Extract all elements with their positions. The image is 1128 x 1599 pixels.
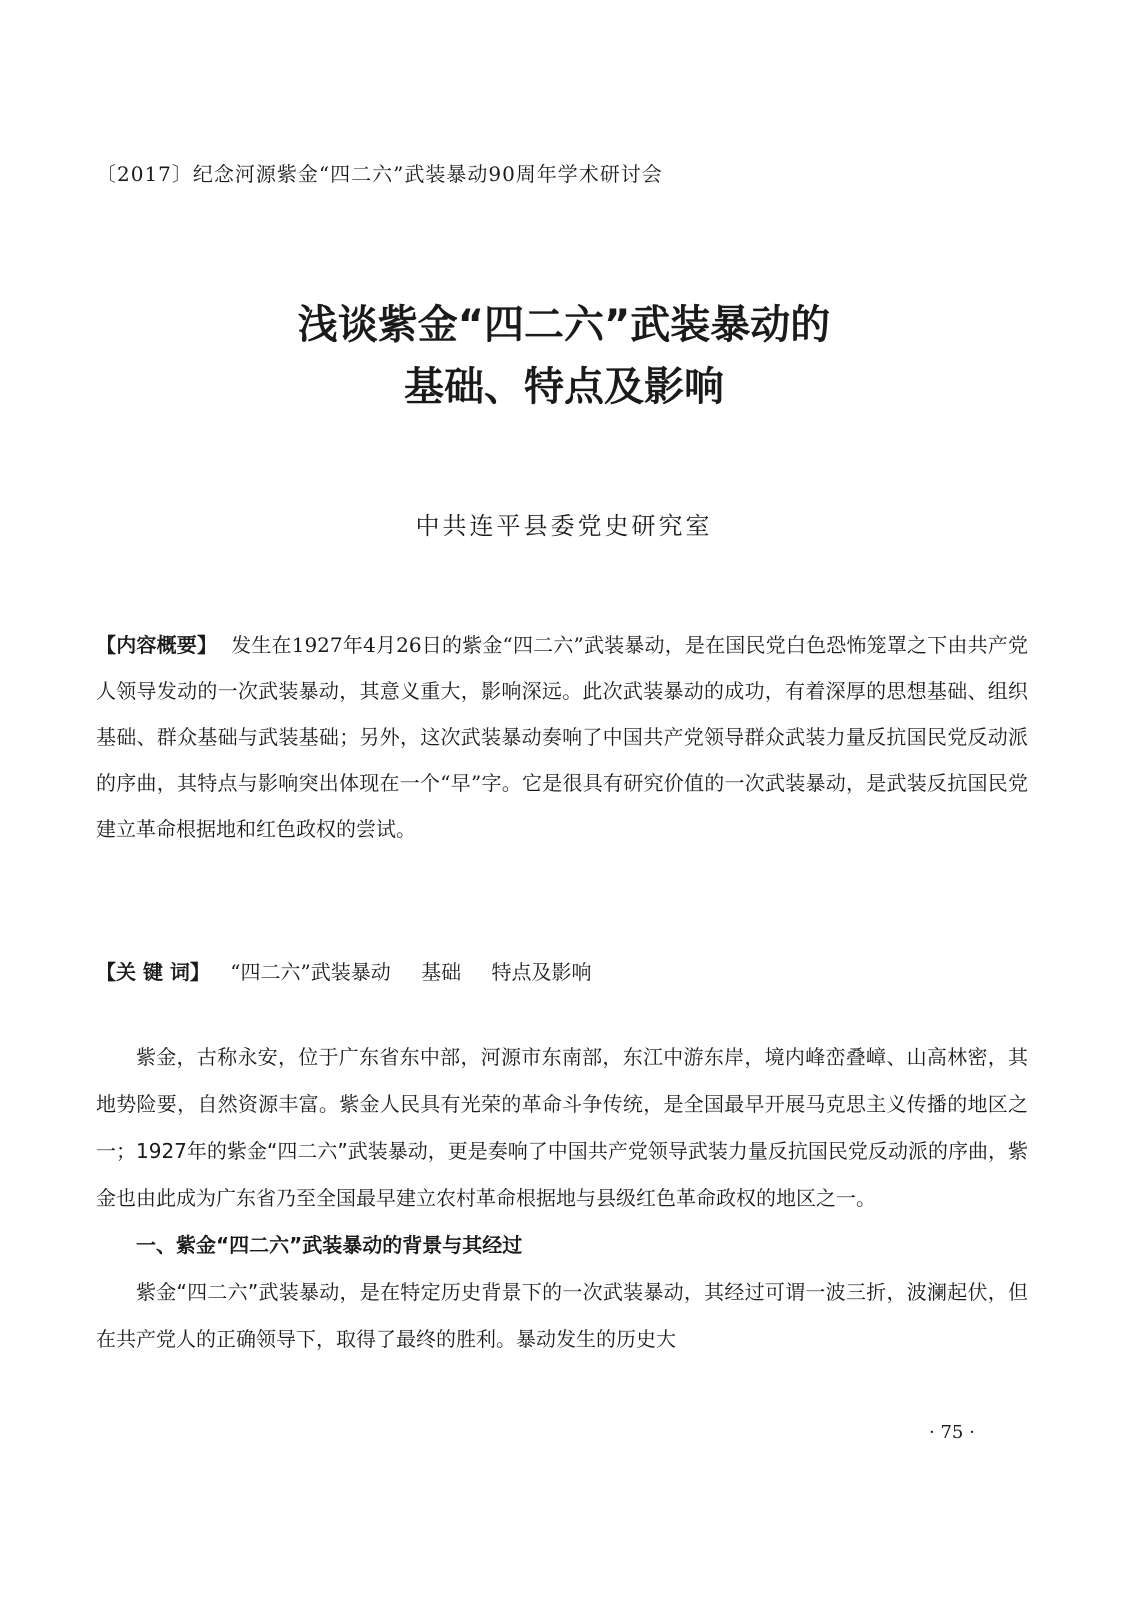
keyword-item: 基础 [421,960,462,984]
body-paragraph: 紫金，古称永安，位于广东省东中部，河源市东南部，东江中游东岸，境内峰峦叠嶂、山高林密，其地势险要，自然资源丰富。紫金人民具有光荣的革命斗争传统，是全国最早开展马克思主义传播的地区之一；1927年的紫金“四二六”武装暴动，更是奏响了中国共产党领导武装力量反抗国民党反动派的序曲，紫金也由此成为广东省乃至全国最早建立农村革命根据地与县级红色革命政权的地区之一。 [96,1045,1028,1210]
body-text [96,1034,1028,1363]
article-title-line-2: 基础、特点及影响 [404,364,724,410]
section-heading: 一、紫金“四二六”武装暴动的背景与其经过 [136,1233,523,1257]
article-title-line-1: 浅谈紫金“四二六”武装暴动的 [297,302,831,348]
keywords-block [96,949,615,995]
keywords-label: 【关 键 词】 [96,960,210,984]
body-paragraph: 紫金“四二六”武装暴动，是在特定历史背景下的一次武装暴动，其经过可谓一波三折，波澜起伏，但在共产党人的正确领导下，取得了最终的胜利。暴动发生的历史大 [96,1280,1028,1351]
page-number: · 75 · [929,1422,975,1443]
keyword-item: 特点及影响 [491,960,592,984]
keyword-item: “四二六”武装暴动 [230,960,391,984]
abstract-label: 【内容概要】 [96,633,218,657]
abstract-block [96,622,1028,852]
author-affiliation: 中共连平县委党史研究室 [415,512,713,540]
series-header: 〔2017〕纪念河源紫金“四二六”武装暴动90周年学术研讨会 [96,162,663,186]
abstract-text: 发生在1927年4月26日的紫金“四二六”武装暴动，是在国民党白色恐怖笼罩之下由共产党人领导发动的一次武装暴动，其意义重大，影响深远。此次武装暴动的成功，有着深厚的思想基础、组织基础、群众基础与武装基础；另外，这次武装暴动奏响了中国共产党领导群众武装力量反抗国民党反动派的序曲，其特点与影响突出体现在一个“早”字。它是很具有研究价值的一次武装暴动，是武装反抗国民党建立革命根据地和红色政权的尝试。 [96,633,1028,841]
